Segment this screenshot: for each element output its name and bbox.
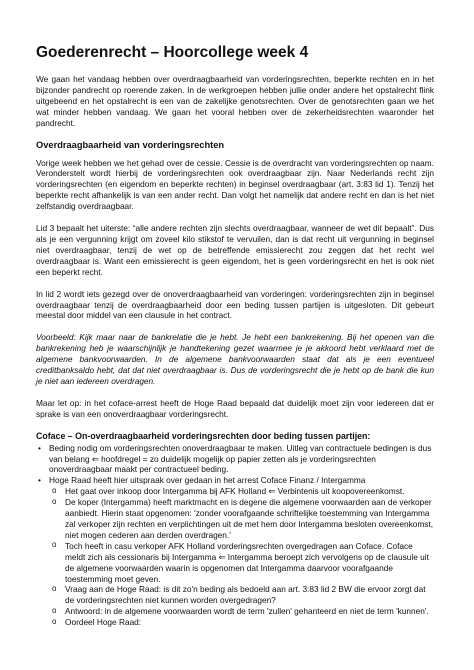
sub-list-item: o De koper (Intergamma) heeft marktmacht en is degene die algemene voorwaarden aan de verkoper aanbiedt. Hierin staat opgenomen: 'zonder voorafgaande schriftelijke toestemming van Intergamma zal verkoper zijn rechten en verplichtingen uit de met hem door Intergamma besloten overeenkomst, niet mogen cederen aan derden overdragen.' — [49, 497, 434, 541]
sub-list-item: o Oordeel Hoge Raad: — [49, 617, 434, 628]
section-heading-coface: Coface – On-overdraagbaarheid vorderingsrechten door beding tussen partijen: — [36, 430, 371, 441]
paragraph-voorbeeld: Voorbeeld: Kijk maar naar de bankrelatie die je hebt. Je hebt een bankrekening. Bij het openen van die bankrekening heb je waarschijnlijk je handtekening gezet waarmee je je akkoord hebt verklaard met de algemene bankvoorwaarden. In de algemene bankvoorwaarden staat dat als je een eventueel creditbanksaldo hebt, dat dat niet overdraagbaar is. Dus de vorderingsrecht die je hebt op de bank die kun je niet aan iedereen overdragen. — [36, 332, 434, 386]
section-heading-overdraagbaarheid: Overdraagbaarheid van vorderingsrechten — [36, 139, 225, 150]
bullet-list — [36, 443, 434, 628]
paragraph-coface-intro: Maar let op: in het coface-arrest heeft de Hoge Raad bepaald dat duidelijk moet zijn voor iedereen dat er sprake is van een onoverdraagbaar vorderingsrecht. — [36, 397, 434, 419]
paragraph-lid-2: In lid 2 wordt iets gezegd over de onoverdraagbaarheid van vorderingen: vorderingsrechten zijn in beginsel overdraagbaar tenzij de overdraagbaarheid door een beding tussen partijen is uitgesloten. Dit gebeurt meestal door middel van een clausule in het contract. — [36, 288, 434, 321]
sub-list — [49, 486, 434, 628]
sub-list-item: o Antwoord: in de algemene voorwaarden wordt de term 'zullen' gehanteerd en niet de term 'kunnen'. — [49, 606, 434, 617]
sub-list-item: o Het gaat over inkoop door Intergamma bij AFK Holland ⇐ Verbintenis uit koopovereenkomst. — [49, 486, 434, 497]
list-item-hoge-raad — [36, 475, 434, 628]
list-item-text: Hoge Raad heeft hier uitspraak over gedaan in het arrest Coface Finanz / Intergamma — [49, 475, 366, 486]
sub-list-item: o Toch heeft in casu verkoper AFK Holland vorderingsrechten overgedragen aan Coface. Coface meldt zich als cessionaris bij Intergamma ⇐ Intergamma beroept zich vervolgens op de clausule uit de algemene voorwaarden waarin is opgenomen dat Intergamma daarvoor voorafgaande toestemming moet geven. — [49, 541, 434, 585]
paragraph-lid-3: Lid 3 bepaalt het uiterste: “alle andere rechten zijn slechts overdraagbaar, wanneer de wet dit bepaalt”. Dus als je een vergunning krijgt om zoveel kilo stikstof te vervuilen, dan is dat recht uit vergunning in beginsel niet overdraagbaar, tenzij de wet op de betreffende emissierecht zou zeggen dat het recht wel overdraagbaar is. Want een emissierecht is geen eigendom, het is geen vorderingsrecht en het is ook niet een beperkt recht. — [36, 223, 434, 277]
list-item: • Beding nodig om vorderingsrechten onoverdraagbaar te maken. Uitleg van contractuele bedingen is dus van belang ⇐ hoofdregel = zo duidelijk mogelijk op papier zetten als je vorderingsrechten onoverdraagbaar maakt per contractueel beding. — [36, 443, 434, 476]
sub-list-item: o Vraag aan de Hoge Raad: is dit zo'n beding als bedoeld aan art. 3:83 lid 2 BW die ervoor zorgt dat de vorderingsrechten niet kunnen worden overgedragen? — [49, 584, 434, 606]
intro-paragraph: We gaan het vandaag hebben over overdraagbaarheid van vorderingsrechten, beperkte rechten en in het bijzonder pandrecht op roerende zaken. In de werkgroepen hebben jullie onder andere het opstalrecht flink uitgebeend en het opstalrecht is een van de zakelijke genotsrechten. Over de genotsrechten gaan we het wat minder hebben vandaag. We gaan het vooral hebben over de zekerheidsrechten waaronder het pandrecht. — [36, 74, 434, 128]
document-body — [36, 44, 434, 628]
page-title: Goederenrecht – Hoorcollege week 4 — [36, 44, 309, 61]
paragraph-cessie: Vorige week hebben we het gehad over de cessie. Cessie is de overdracht van vorderingsrechten op naam. Veronderstelt wordt hierbij de vorderingsrechten ook overdraagbaar zijn. Naar Nederlands recht zijn vorderingsrechten (en eigendom en beperkte rechten) in beginsel overdraagbaar (art. 3:83 lid 1). Tenzij het beperkte recht afhankelijk is van een ander recht. Dan volgt het namelijk dat andere recht en dan is het niet zelfstandig overdraagbaar. — [36, 157, 434, 212]
